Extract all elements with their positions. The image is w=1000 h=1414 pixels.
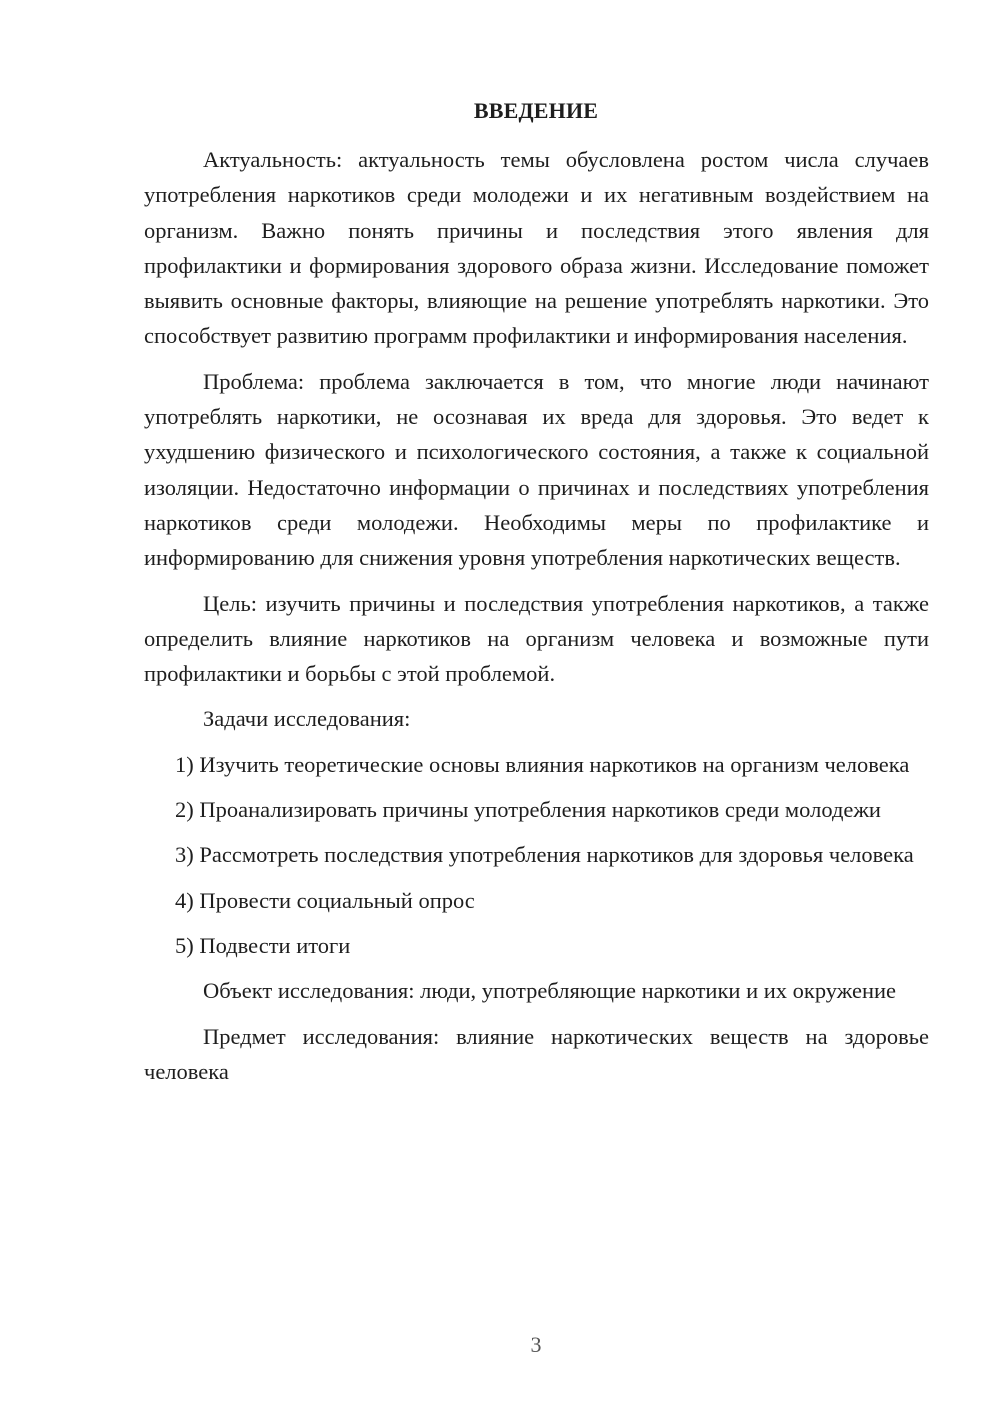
task-item-2: 2) Проанализировать причины употребления наркотиков среди молодежи [175,797,881,823]
task-item-4: 4) Провести социальный опрос [175,887,475,913]
document-body [144,142,929,1099]
task-item-5: 5) Подвести итоги [175,932,351,958]
task-item-1: 1) Изучить теоретические основы влияния наркотиков на организм человека [175,751,910,777]
paragraph-problem: Проблема: проблема заключается в том, что многие люди начинают употреблять наркотики, не осознавая их вреда для здоровья. Это ведет к ухудшению физического и психологического состояния, а также к социальной изоляции. Недостаточно информации о причинах и последствиях употребления наркотиков среди молодежи. Необходимы меры по профилактике и информированию для снижения уровня употребления наркотических веществ. [144,368,929,571]
paragraph-goal: Цель: изучить причины и последствия употребления наркотиков, а также определить влияние наркотиков на организм человека и возможные пути профилактики и борьбы с этой проблемой. [144,590,929,687]
paragraph-object: Объект исследования: люди, употребляющие наркотики и их окружение [203,978,897,1004]
paragraph-subject: Предмет исследования: влияние наркотических веществ на здоровье человека [144,1023,929,1084]
section-title: ВВЕДЕНИЕ [473,98,599,123]
task-item-3: 3) Рассмотреть последствия употребления наркотиков для здоровья человека [175,842,914,868]
paragraph-tasks-heading: Задачи исследования: [203,706,411,732]
page-number: 3 [530,1332,542,1357]
paragraph-relevance: Актуальность: актуальность темы обусловлена ростом числа случаев употребления наркотиков среди молодежи и их негативным воздействием на организм. Важно понять причины и последствия этого явления для профилактики и формирования здорового образа жизни. Исследование поможет выявить основные факторы, влияющие на решение употреблять наркотики. Это способствует развитию программ профилактики и информирования населения. [144,147,929,349]
